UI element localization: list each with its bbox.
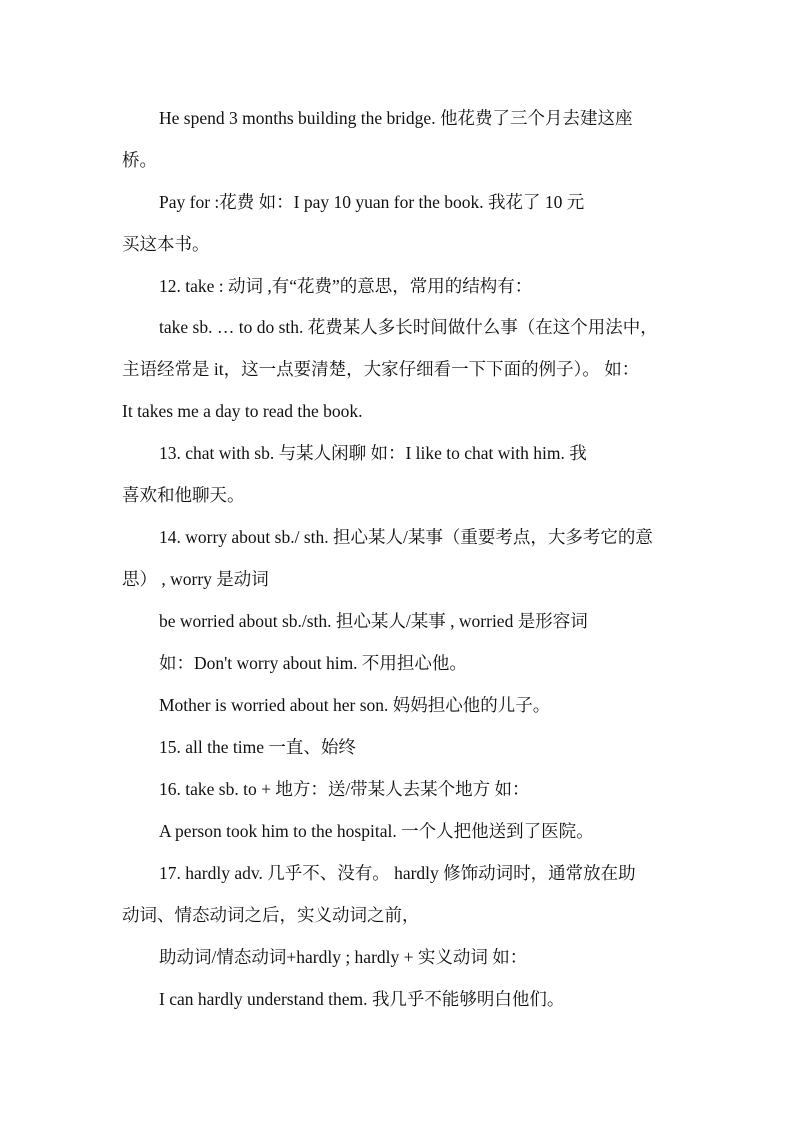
text-line: He spend 3 months building the bridge. 他花费了三个月去建这座 — [159, 108, 633, 128]
text-line: Pay for :花费 如：I pay 10 yuan for the book. 我花了 10 元 — [159, 192, 585, 212]
text-line: I can hardly understand them. 我几乎不能够明白他们。 — [159, 989, 565, 1009]
text-line: 13. chat with sb. 与某人闲聊 如：I like to chat with him. 我 — [159, 443, 587, 463]
text-line: 动词、情态动词之后，实义动词之前， — [122, 905, 420, 925]
text-line: 15. all the time 一直、始终 — [159, 737, 356, 757]
text-line: be worried about sb./sth. 担心某人/某事 , worried 是形容词 — [159, 611, 588, 631]
text-line: 12. take : 动词 ,有“花费”的意思，常用的结构有： — [159, 276, 533, 296]
text-line: 如：Don't worry about him. 不用担心他。 — [159, 653, 467, 673]
text-line: It takes me a day to read the book. — [122, 401, 363, 421]
text-line: 16. take sb. to + 地方：送/带某人去某个地方 如： — [159, 779, 530, 799]
text-line: 14. worry about sb./ sth. 担心某人/某事（重要考点，大多考它的意 — [159, 527, 653, 547]
text-line: 主语经常是 it，这一点要清楚，大家仔细看一下下面的例子）。 如： — [122, 359, 640, 379]
text-line: Mother is worried about her son. 妈妈担心他的儿子。 — [159, 695, 551, 715]
text-line: 助动词/情态动词+hardly ; hardly + 实义动词 如： — [159, 947, 528, 967]
text-line: A person took him to the hospital. 一个人把他送到了医院。 — [159, 821, 594, 841]
text-line: 17. hardly adv. 几乎不、没有。 hardly 修饰动词时，通常放在助 — [159, 863, 636, 883]
text-line: take sb. … to do sth. 花费某人多长时间做什么事（在这个用法中， — [159, 317, 658, 337]
text-line: 买这本书。 — [122, 234, 210, 254]
text-line: 桥。 — [122, 150, 157, 170]
text-line: 思） , worry 是动词 — [122, 569, 269, 589]
text-line: 喜欢和他聊天。 — [122, 485, 245, 505]
